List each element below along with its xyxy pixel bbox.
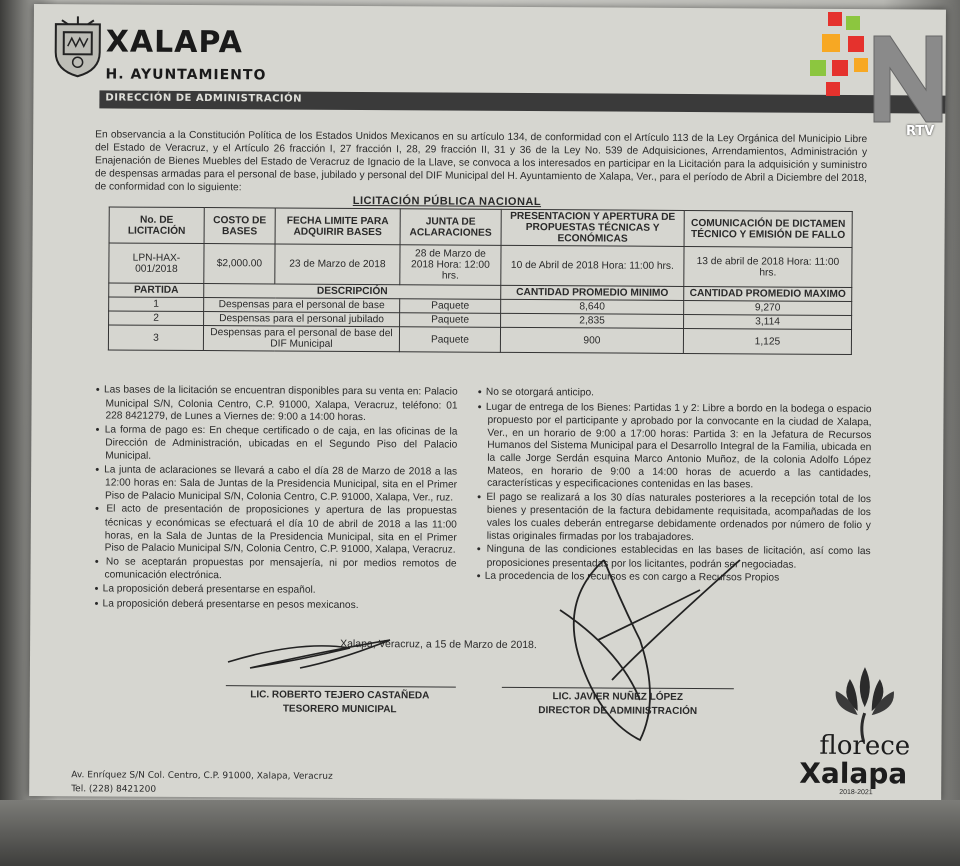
list-item: ● El pago se realizará a los 30 días naturales posteriores a la recepción total de los bienes y presentación de la factura debidamente requisitada, acompañadas de los vales los cuales deberán entregarse debidamente ordenados por número de folio y listas originales firmadas por los trabajadores.: [487, 492, 871, 546]
footer-address: Av. Enríquez S/N Col. Centro, C.P. 91000, Xalapa, Veracruz: [71, 770, 333, 782]
table-cell: Paquete: [399, 327, 500, 353]
table-cell: Despensas para el personal de base: [204, 298, 400, 313]
list-item: ● Lugar de entrega de los Bienes: Partidas 1 y 2: Libre a bordo en la bodega o espacio propuesto por el participante y aprobado por la convocante en la ciudad de Xalapa, Ver., en un horario de 9:00 a 17:00 horas: Partida 3: en la Jefatura de Recursos Humanos del Sistema Municipal para el Desarrollo Integral de la Familia, ubicada en la calle Jorge Serdán esquina Marco Antonio Muñoz, de la colonia Adolfo López Mateos, en horario de 9:00 a 14:00 horas de acuerdo a las cantidades, características y especificaciones contenidas en las bases.: [487, 401, 872, 493]
list-item: ● La forma de pago es: En cheque certificado o de caja, en las oficinas de la Dirección de Administración, ubicadas en el Segundo Piso del Palacio Municipal.: [105, 424, 457, 465]
list-item: ● El acto de presentación de proposiciones y apertura de las propuestas técnicas y económicas se efectuará el día 10 de abril de 2018 a las 11:00 horas, en la Sala de Juntas de la Presidencia Municipal, sita en el Primer Piso de Palacio Municipal S/N, Colonia Centro, C.P. 91000, Xalapa, Veracruz.: [105, 504, 457, 558]
list-item: ● No se otorgará anticipo.: [488, 387, 872, 403]
table-cell: 900: [500, 327, 683, 353]
logo-text-xalapa: Xalapa: [799, 756, 908, 791]
signer-title: DIRECTOR DE ADMINISTRACIÓN: [538, 705, 698, 718]
department-label: DIRECCIÓN DE ADMINISTRACIÓN: [105, 92, 303, 105]
table-cell: LPN-HAX-001/2018: [109, 243, 204, 284]
rtv-watermark-logo-icon: [808, 12, 952, 136]
table-header: COMUNICACIÓN DE DICTAMEN TÉCNICO Y EMISIÓN DE FALLO: [684, 210, 852, 247]
table-cell: 13 de abril de 2018 Hora: 11:00 hrs.: [684, 246, 852, 287]
intro-paragraph: En observancia a la Constitución Política de los Estados Unidos Mexicanos en su artículo 134, de conformidad con el Artículo 113 de la Ley Orgánica del Municipio Libre del Estado de Veracruz, y el Artículo 26 fracción I, 27 fracción I, 28, 29 fracción II, 31 y 36 de la Ley No. 539 de Adquisiciones, Arrendamientos, Administración y Enajenación de Bienes Muebles del Estado de Veracruz de Ignacio de la Llave, se convoca a los interesados en participar en la Licitación para la adquisición y suministro de despensas armadas para el personal de base, jubilado y personal del DIF Municipal del H. Ayuntamiento de Xalapa, Ver., para el período de Abril a Diciembre del 2018, de conformidad con lo siguiente:: [94, 129, 868, 194]
table-header: FECHA LIMITE PARA ADQUIRIR BASES: [275, 208, 400, 245]
left-bullet-list: [92, 384, 457, 614]
table-cell: Paquete: [400, 299, 501, 314]
list-item: ● La proposición deberá presentarse en pesos mexicanos.: [104, 598, 456, 614]
table-cell: Despensas para el personal jubilado: [204, 312, 400, 327]
table-cell: 8,640: [501, 299, 684, 314]
list-item: ● Las bases de la licitación se encuentran disponibles para su venta en: Palacio Municipal S/N, Colonia Centro, C.P. 91000, Xalapa, Veracruz, teléfono: 01 228 8421279, de Lunes a Viernes de: 9:00 a 14:00 horas.: [105, 384, 457, 425]
table-header: DESCRIPCIÓN: [204, 284, 501, 300]
table-header: PRESENTACION Y APERTURA DE PROPUESTAS TÉCNICAS Y ECONÓMICAS: [501, 209, 684, 246]
table-cell: 9,270: [684, 300, 852, 315]
signature-line: [226, 685, 456, 687]
watermark-text: RTV: [906, 124, 935, 139]
table-header: CANTIDAD PROMEDIO MAXIMO: [684, 286, 852, 301]
table-header: CANTIDAD PROMEDIO MINIMO: [501, 285, 684, 300]
section-title: LICITACIÓN PÚBLICA NACIONAL: [352, 194, 542, 209]
table-cell: Despensas para el personal de base del DIF Municipal: [203, 326, 399, 352]
list-item: ● La procedencia de los recursos es con cargo a Recursos Propios: [486, 571, 870, 587]
table-cell: Paquete: [400, 313, 501, 328]
table-cell: 2: [109, 311, 204, 326]
ayuntamiento-label: H. AYUNTAMIENTO: [105, 66, 267, 84]
logo-years: 2018-2021: [839, 788, 873, 797]
table-header: COSTO DE BASES: [204, 208, 275, 244]
list-item: ● No se aceptarán propuestas por mensajería, ni por medios remotos de comunicación electrónica.: [104, 556, 456, 584]
photo-bottom-edge: [0, 800, 960, 866]
signer-name: LIC. JAVIER NUÑEZ LÓPEZ: [552, 691, 683, 703]
table-header: JUNTA DE ACLARACIONES: [400, 209, 501, 246]
table-cell: 3: [108, 325, 203, 351]
table-header: PARTIDA: [109, 283, 204, 298]
signer-name: LIC. ROBERTO TEJERO CASTAÑEDA: [250, 689, 430, 702]
signature-line: [502, 687, 734, 689]
city-crest-icon: [52, 16, 104, 78]
table-cell: 28 de Marzo de 2018 Hora: 12:00 hrs.: [400, 245, 501, 286]
table-header: No. DE LICITACIÓN: [109, 207, 204, 244]
table-header-row: [109, 207, 852, 248]
city-name: XALAPA: [105, 24, 244, 61]
right-bullet-list: [474, 387, 871, 588]
tender-table: [108, 206, 853, 355]
table-row: [109, 243, 852, 288]
dateline: Xalapa, Veracruz, a 15 de Marzo de 2018.: [340, 637, 537, 652]
table-cell: $2,000.00: [204, 244, 275, 284]
list-item: ● Ninguna de las condiciones establecidas en las bases de licitación, así como las proposiciones presentadas por los licitantes, podrán ser negociadas.: [487, 544, 871, 573]
table-cell: 1,125: [683, 328, 851, 354]
table-cell: 10 de Abril de 2018 Hora: 11:00 hrs.: [501, 245, 684, 286]
table-row: [108, 325, 851, 355]
table-cell: 3,114: [684, 314, 852, 329]
footer-address-block: [71, 768, 333, 798]
table-cell: 2,835: [501, 313, 684, 328]
list-item: ● La junta de aclaraciones se llevará a cabo el día 28 de Marzo de 2018 a las 12:00 horas en: Sala de Juntas de la Presidencia Municipal, sita en el Primer Piso de Palacio Municipal S/N, Colonia Centro, C.P. 91000, Xalapa, Ver., ruz.: [105, 464, 457, 505]
logo-text-florece: florece: [819, 730, 911, 762]
signer-title: TESORERO MUNICIPAL: [282, 703, 397, 716]
list-item: ● La proposición deberá presentarse en español.: [104, 583, 456, 599]
table-cell: 23 de Marzo de 2018: [275, 244, 400, 285]
table-cell: 1: [109, 297, 204, 312]
footer-phone: Tel. (228) 8421200: [71, 784, 157, 795]
